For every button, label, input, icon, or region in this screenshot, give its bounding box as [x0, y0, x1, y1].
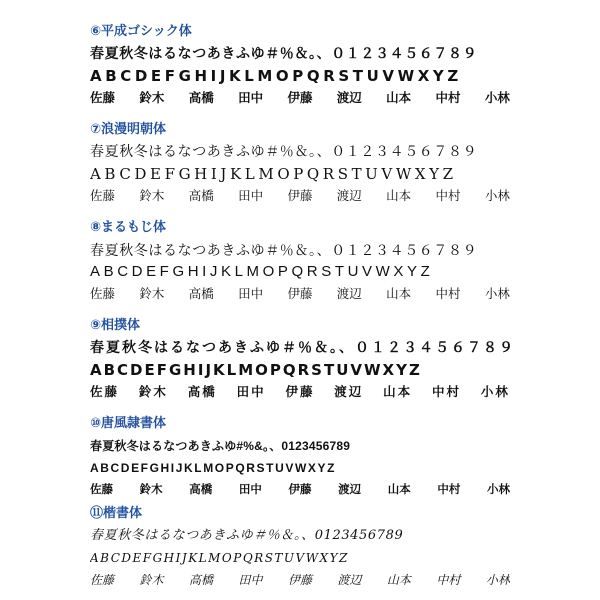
surname-sample: 中村	[435, 90, 461, 105]
font-sample-heisei-gothic	[90, 24, 530, 109]
font-sample-marumoji	[90, 220, 530, 305]
alphabet-sample: ABCDEFGHIJKLMOPQRSTUVWXYZ	[90, 165, 457, 183]
surname-sample: 鈴木	[139, 287, 165, 301]
surname-sample: 小林	[484, 90, 510, 105]
surname-sample: 山本	[387, 484, 411, 496]
surname-sample: 中村	[435, 287, 461, 301]
font-sample-tofu-reisho	[90, 416, 530, 501]
surname-sample: 渡辺	[337, 573, 362, 587]
surname-sample: 田中	[238, 573, 263, 587]
surname-sample: 伊藤	[287, 573, 312, 587]
surname-sample: 鈴木	[138, 384, 168, 399]
surname-samples	[90, 283, 510, 305]
alphabet-sample: ABCDEFGHIJKLMOPQRSTUVWXYZ	[90, 263, 434, 280]
surname-sample: 渡辺	[338, 484, 362, 496]
alphabet-sample: ABCDEFGHIJKLMOPQRSTUVWXYZ	[90, 67, 462, 85]
surname-sample: 伊藤	[287, 90, 313, 105]
surname-sample: 田中	[238, 484, 262, 496]
kana-digits-sample: 春夏秋冬はるなつあきふゆ＃％＆。、０１２３４５６７８９	[90, 144, 478, 160]
alphabet-sample: ABCDEFGHIJKLMOPQRSTUVWXYZ	[90, 461, 337, 475]
surname-sample: 山本	[386, 90, 412, 105]
surname-sample: 佐藤	[90, 90, 116, 105]
surname-sample: 高橋	[188, 188, 214, 203]
font-sample-roman-mincho	[90, 122, 530, 207]
font-sample-sumo	[90, 318, 530, 403]
surname-samples	[90, 569, 510, 591]
kana-digits-sample: 春夏秋冬はるなつあきふゆ＃％＆。、０１２３４５６７８９	[90, 242, 478, 258]
surname-sample: 高橋	[188, 287, 214, 301]
surname-sample: 山本	[386, 287, 412, 301]
surname-samples	[90, 87, 510, 109]
surname-sample: 鈴木	[139, 90, 165, 105]
surname-sample: 中村	[432, 384, 462, 399]
surname-sample: 佐藤	[90, 484, 113, 496]
surname-sample: 渡辺	[336, 90, 362, 105]
surname-sample: 山本	[386, 573, 411, 587]
surname-sample: 伊藤	[288, 484, 312, 496]
surname-sample: 渡辺	[336, 188, 362, 203]
surname-sample: 中村	[435, 188, 461, 203]
surname-sample: 渡辺	[334, 384, 364, 399]
surname-sample: 鈴木	[139, 573, 164, 587]
surname-sample: 鈴木	[139, 484, 163, 496]
surname-sample: 伊藤	[285, 384, 315, 399]
kana-digits-sample: 春夏秋冬はるなつあきふゆ＃％＆。、０１２３４５６７８９	[90, 340, 515, 356]
surname-sample: 中村	[436, 573, 461, 587]
surname-sample: 小林	[484, 287, 510, 301]
surname-sample: 田中	[238, 287, 264, 301]
font-name-heading: ⑥平成ゴシック体	[90, 24, 192, 39]
font-name-heading: ⑧まるもじ体	[90, 220, 167, 235]
surname-sample: 佐藤	[90, 287, 116, 301]
surname-sample: 高橋	[187, 384, 217, 399]
surname-sample: 小林	[485, 573, 510, 587]
surname-sample: 鈴木	[139, 188, 165, 203]
surname-sample: 佐藤	[90, 384, 120, 399]
font-sample-kaisho	[90, 506, 530, 591]
surname-samples	[90, 381, 510, 403]
kana-digits-sample: 春夏秋冬はるなつあきふゆ＃％＆。、0123456789	[90, 528, 404, 543]
surname-samples	[90, 479, 510, 501]
surname-sample: 高橋	[189, 484, 213, 496]
surname-sample: 小林	[487, 484, 510, 496]
surname-sample: 小林	[484, 188, 510, 203]
font-name-heading: ⑪楷書体	[90, 506, 143, 521]
surname-sample: 小林	[480, 384, 510, 399]
font-name-heading: ⑦浪漫明朝体	[90, 122, 167, 137]
font-name-heading: ⑨相撲体	[90, 318, 141, 333]
surname-sample: 山本	[383, 384, 413, 399]
surname-sample: 佐藤	[90, 573, 115, 587]
font-name-heading: ⑩唐風隷書体	[90, 416, 167, 431]
kana-digits-sample: 春夏秋冬はるなつあきふゆ＃％＆。、０１２３４５６７８９	[90, 46, 478, 62]
alphabet-sample: ABCDEFGHIJKLMOPQRSTUVWXYZ	[90, 361, 422, 379]
surname-sample: 佐藤	[90, 188, 116, 203]
kana-digits-sample: 春夏秋冬はるなつあきふゆ#%&。、0123456789	[90, 439, 351, 453]
surname-sample: 高橋	[188, 573, 213, 587]
surname-sample: 中村	[437, 484, 461, 496]
surname-sample: 渡辺	[336, 287, 362, 301]
surname-sample: 伊藤	[287, 287, 313, 301]
surname-sample: 高橋	[188, 90, 214, 105]
surname-samples	[90, 185, 510, 207]
alphabet-sample: ABCDEFGHIJKLMOPQRSTUVWXYZ	[90, 551, 349, 565]
surname-sample: 田中	[238, 90, 264, 105]
surname-sample: 田中	[236, 384, 266, 399]
surname-sample: 山本	[386, 188, 412, 203]
surname-sample: 伊藤	[287, 188, 313, 203]
surname-sample: 田中	[238, 188, 264, 203]
